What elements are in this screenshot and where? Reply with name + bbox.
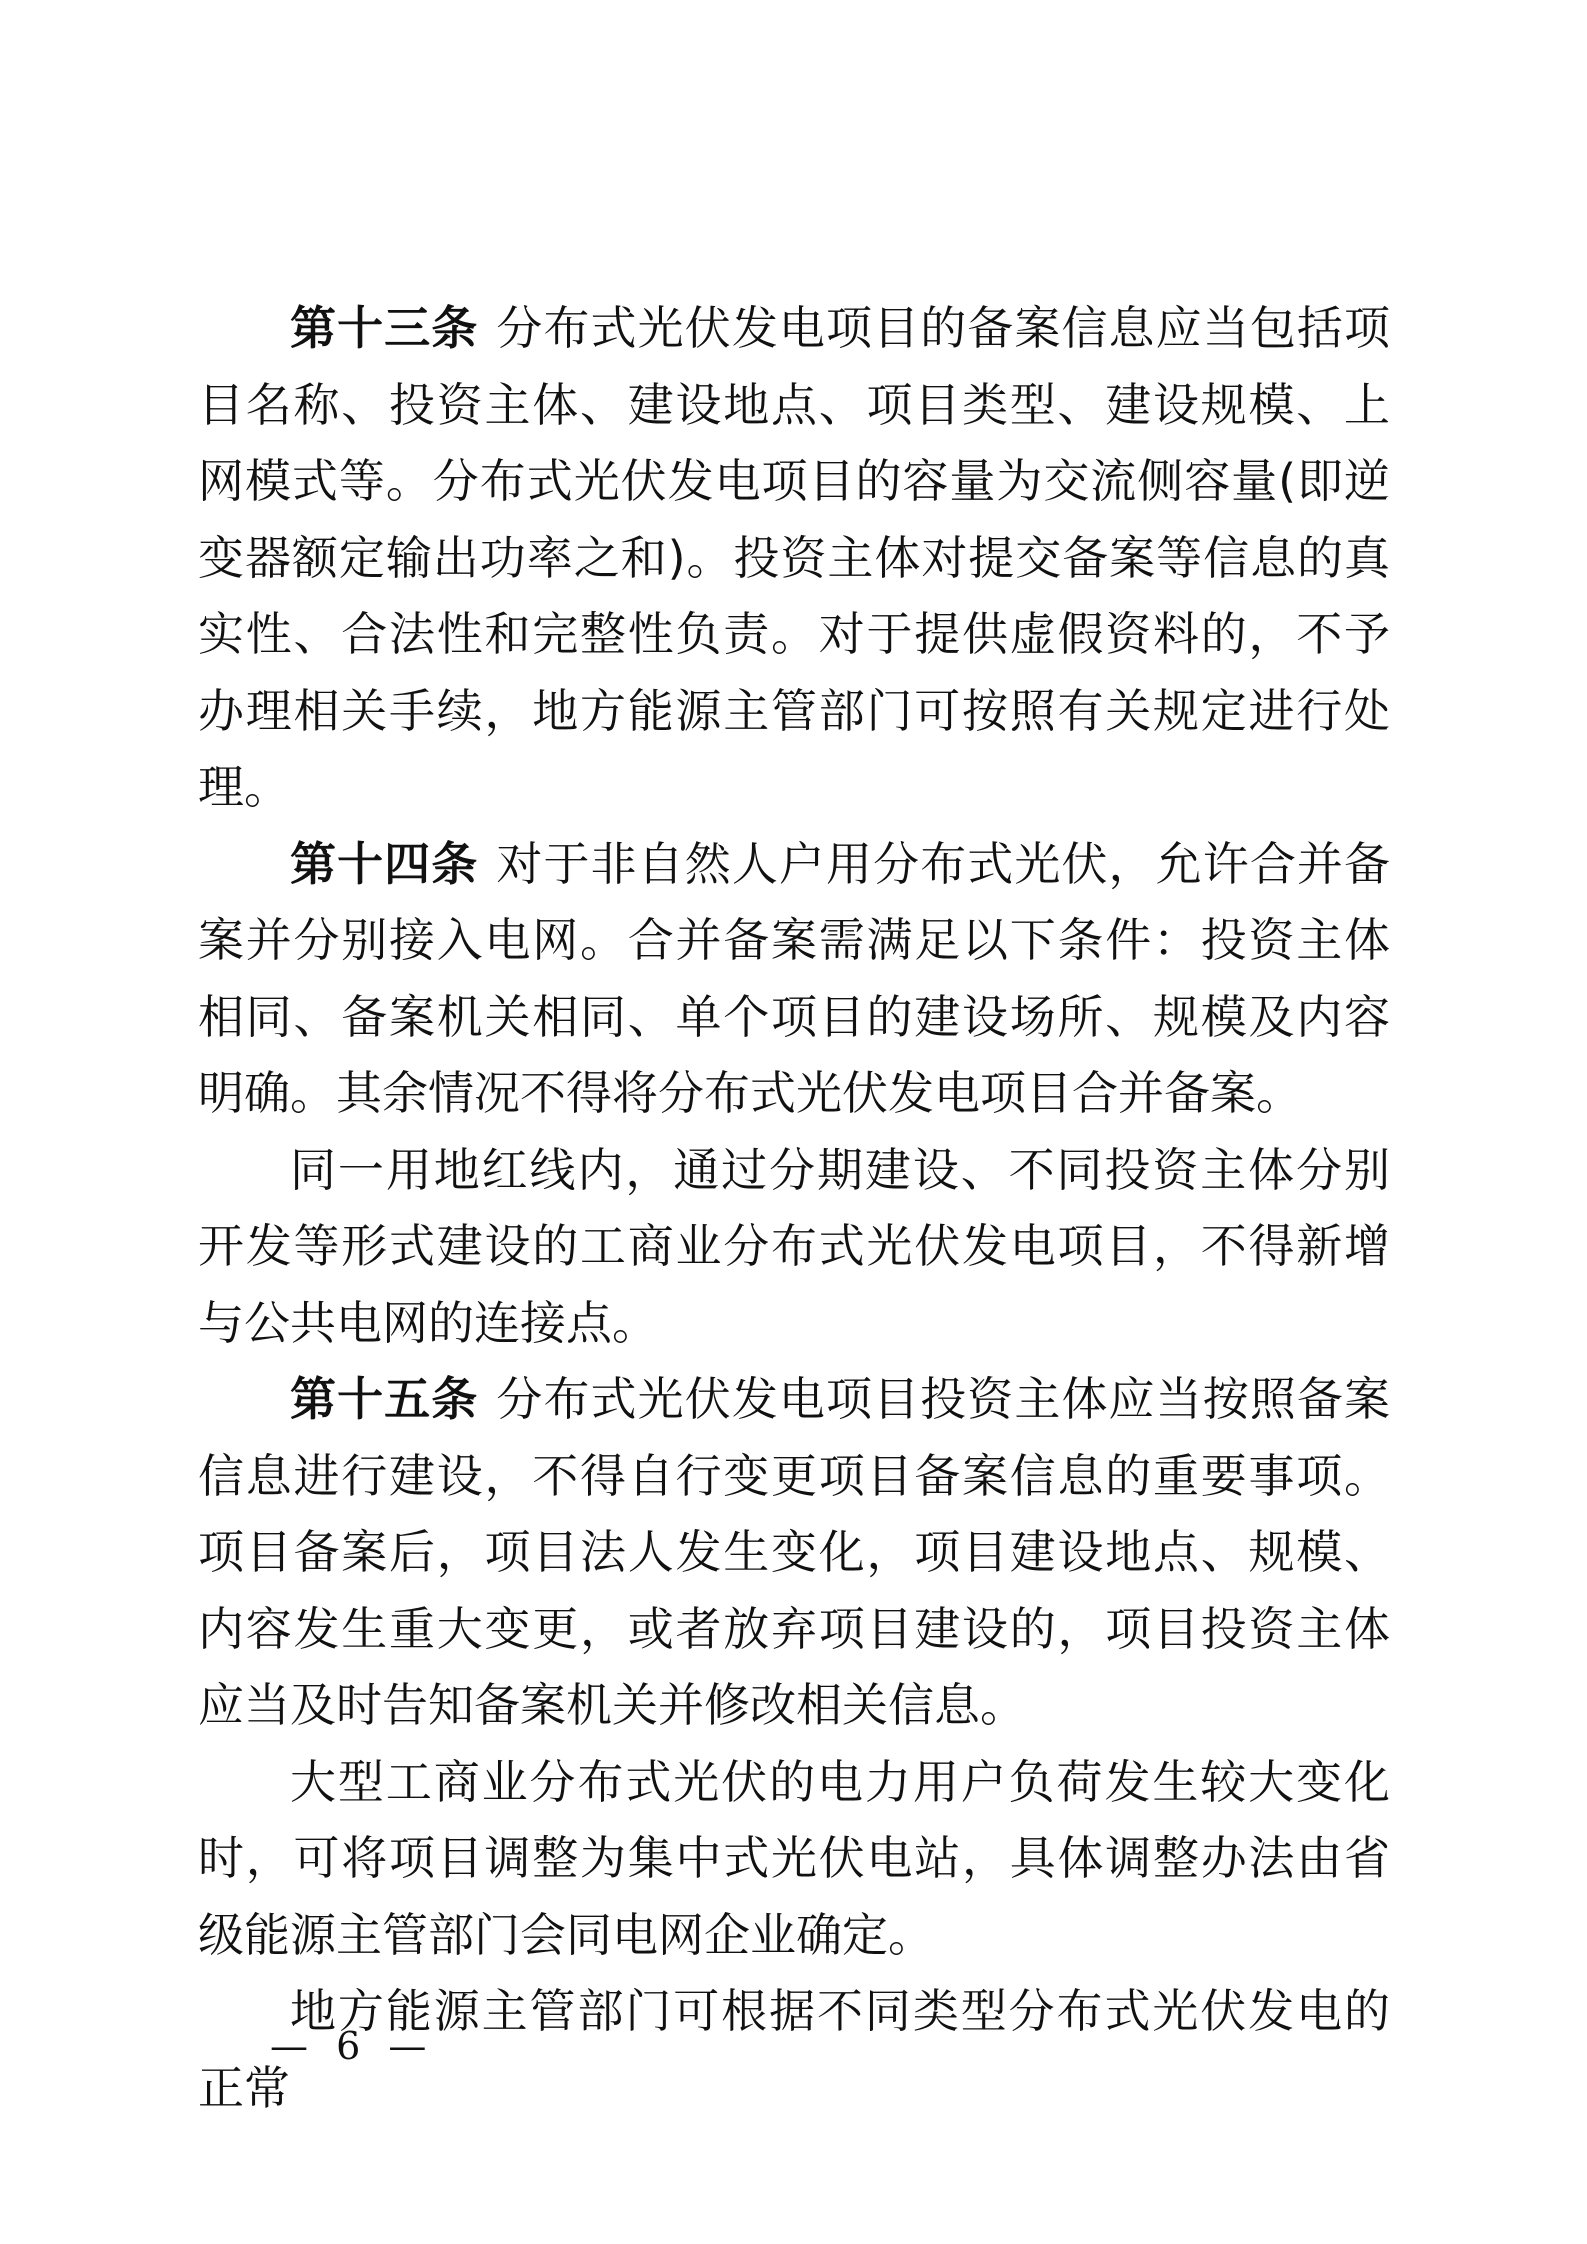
paragraph-text: 对于非自然人户用分布式光伏，允许合并备案并分别接入电网。合并备案需满足以下条件：投资主体相同、备案机关相同、单个项目的建设场所、规模及内容明确。其余情况不得将分布式光伏发电项目合并备案。 [198, 836, 1391, 1120]
document-body [198, 290, 1390, 2126]
paragraph-text: 地方能源主管部门可根据不同类型分布式光伏发电的正常 [198, 1984, 1390, 2115]
paragraph-connection-rule [198, 1132, 1390, 1362]
paragraph-article-14 [198, 826, 1390, 1132]
paragraph-text: 大型工商业分布式光伏的电力用户负荷发生较大变化时，可将项目调整为集中式光伏电站，具体调整办法由省级能源主管部门会同电网企业确定。 [198, 1754, 1390, 1962]
paragraph-text: 分布式光伏发电项目的备案信息应当包括项目名称、投资主体、建设地点、项目类型、建设规模、上网模式等。分布式光伏发电项目的容量为交流侧容量(即逆变器额定输出功率之和)。投资主体对提交备案等信息的真实性、合法性和完整性负责。对于提供虚假资料的，不予办理相关手续，地方能源主管部门可按照有关规定进行处理。 [198, 301, 1391, 814]
article-title: 第十四条 [290, 836, 479, 891]
paragraph-text: 分布式光伏发电项目投资主体应当按照备案信息进行建设，不得自行变更项目备案信息的重要事项。项目备案后，项目法人发生变化，项目建设地点、规模、内容发生重大变更，或者放弃项目建设的，项目投资主体应当及时告知备案机关并修改相关信息。 [198, 1372, 1391, 1732]
paragraph-article-15 [198, 1361, 1390, 1744]
paragraph-text: 同一用地红线内，通过分期建设、不同投资主体分别开发等形式建设的工商业分布式光伏发电项目，不得新增与公共电网的连接点。 [198, 1142, 1390, 1350]
article-title: 第十三条 [290, 301, 479, 355]
paragraph-load-change-rule [198, 1744, 1390, 1974]
article-title: 第十五条 [290, 1372, 479, 1426]
paragraph-article-13 [198, 290, 1390, 826]
page-number: — 6 — [270, 2024, 435, 2068]
